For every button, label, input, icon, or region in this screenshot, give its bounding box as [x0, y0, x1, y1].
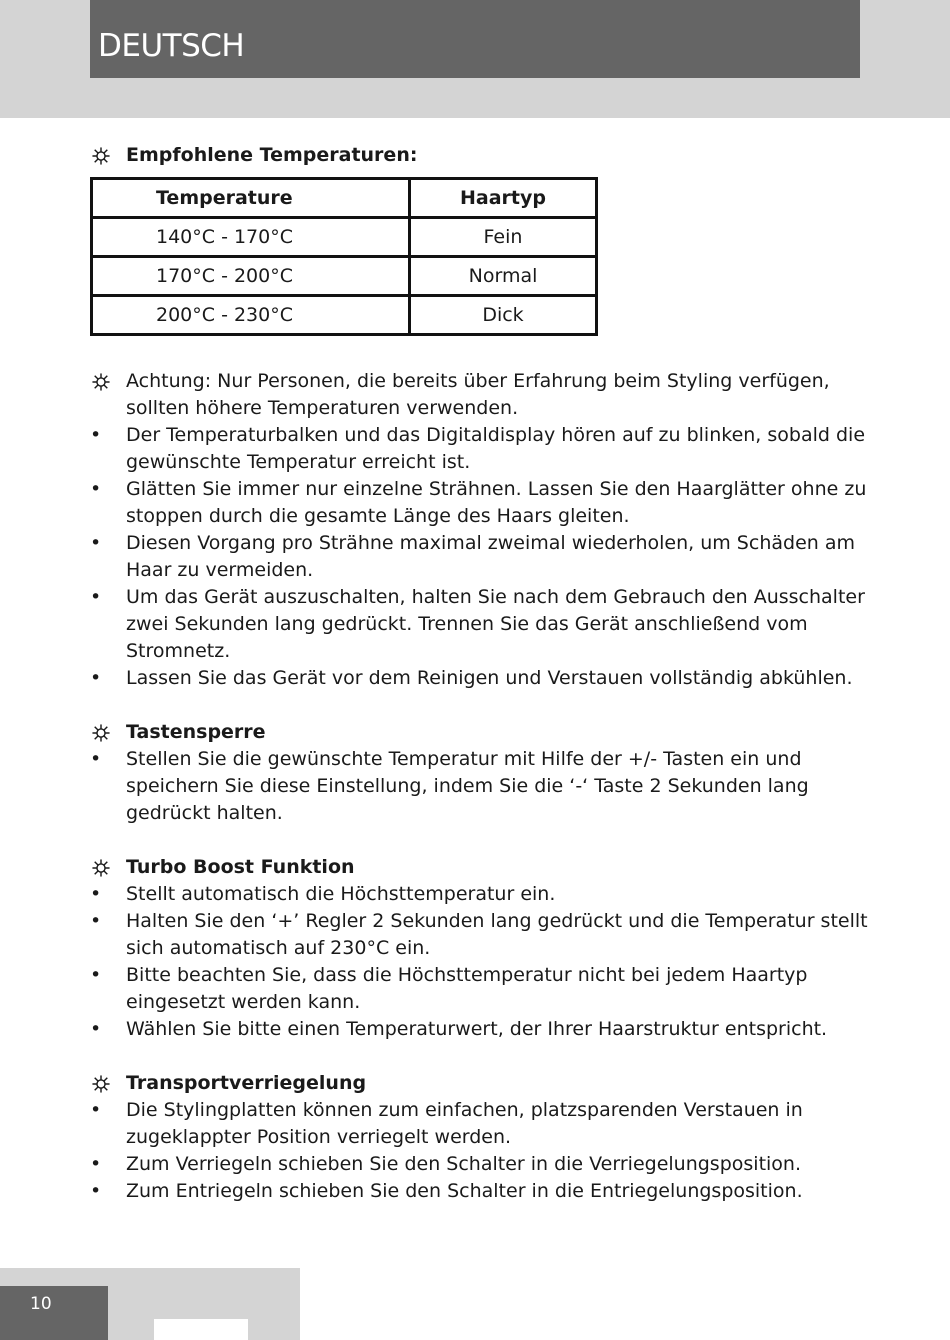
list-item-text: Zum Entriegeln schieben Sie den Schalter in die Entriegelungsposition.: [126, 1180, 803, 1202]
list-item: [90, 908, 870, 962]
sun-star-icon: [92, 147, 110, 165]
list-item: [90, 476, 870, 530]
table-header-row: [92, 179, 597, 218]
bullet: •: [90, 532, 102, 554]
bullet: •: [90, 478, 102, 500]
sun-star-icon: [92, 859, 110, 877]
list-item-text: Glätten Sie immer nur einzelne Strähnen. Lassen Sie den Haarglätter ohne zu stoppen durch die gesamte Länge des Haars gleiten.: [126, 478, 867, 527]
list-item: [90, 746, 870, 827]
bullet: •: [90, 1153, 102, 1175]
list-item: [90, 584, 870, 665]
list-item: [90, 1016, 870, 1043]
list-item: [90, 1178, 870, 1205]
section-heading-transport-lock: [90, 1070, 870, 1097]
column-header-hair-type: Haartyp: [410, 179, 597, 218]
list-item-text: Lassen Sie das Gerät vor dem Reinigen und Verstauen vollständig abkühlen.: [126, 667, 853, 689]
list-item: [90, 1151, 870, 1178]
page-number: 10: [30, 1294, 52, 1314]
list-item-text: Halten Sie den ‘+’ Regler 2 Sekunden lang gedrückt und die Temperatur stellt sich automatisch auf 230°C ein.: [126, 910, 868, 959]
sun-star-icon: [92, 724, 110, 742]
sun-star-icon: [92, 373, 110, 391]
list-item-text: Um das Gerät auszuschalten, halten Sie nach dem Gebrauch den Ausschalter zwei Sekunden lang gedrückt. Trennen Sie das Gerät anschließend vom Stromnetz.: [126, 586, 865, 662]
bullet: •: [90, 748, 102, 770]
list-item-text: Zum Verriegeln schieben Sie den Schalter in die Verriegelungsposition.: [126, 1153, 802, 1175]
heading-text: Turbo Boost Funktion: [126, 856, 355, 878]
table-cell-temperature: 140°C - 170°C: [92, 218, 410, 257]
bullet: •: [90, 964, 102, 986]
bullet: •: [90, 1018, 102, 1040]
list-item-text: Stellt automatisch die Höchsttemperatur ein.: [126, 883, 556, 905]
bullet: •: [90, 883, 102, 905]
table-cell-hair-type: Dick: [410, 296, 597, 335]
bullet: •: [90, 586, 102, 608]
page-number-box: [0, 1286, 108, 1340]
list-item-text: Diesen Vorgang pro Strähne maximal zweimal wiederholen, um Schäden am Haar zu vermeiden.: [126, 532, 855, 581]
list-item: [90, 1097, 870, 1151]
table-cell-temperature: 200°C - 230°C: [92, 296, 410, 335]
table-cell-temperature: 170°C - 200°C: [92, 257, 410, 296]
sun-star-icon: [92, 1075, 110, 1093]
list-item-text: Stellen Sie die gewünschte Temperatur mit Hilfe der +/- Tasten ein und speichern Sie diese Einstellung, indem Sie die ‘-‘ Taste 2 Sekunden lang gedrückt halten.: [126, 748, 809, 824]
list-item: [90, 422, 870, 476]
bullet: •: [90, 910, 102, 932]
column-header-temperature: Temperature: [92, 179, 410, 218]
header-banner: [90, 0, 860, 78]
table-cell-hair-type: Fein: [410, 218, 597, 257]
table-row: [92, 296, 597, 335]
heading-text: Empfohlene Temperaturen:: [126, 144, 418, 166]
section-heading-key-lock: [90, 719, 870, 746]
list-item: [90, 881, 870, 908]
list-item: [90, 962, 870, 1016]
heading-text: Transportverriegelung: [126, 1072, 367, 1094]
footer-decoration: [154, 1319, 248, 1340]
list-item-text: Die Stylingplatten können zum einfachen, platzsparenden Verstauen in zugeklappter Position verriegelt werden.: [126, 1099, 803, 1148]
list-item-text: Der Temperaturbalken und das Digitaldisplay hören auf zu blinken, sobald die gewünschte Temperatur erreicht ist.: [126, 424, 866, 473]
bullet: •: [90, 1099, 102, 1121]
main-content: [90, 142, 870, 1205]
table-cell-hair-type: Normal: [410, 257, 597, 296]
section-heading-temperatures: [90, 142, 870, 169]
bullet: •: [90, 424, 102, 446]
note-text: Achtung: Nur Personen, die bereits über Erfahrung beim Styling verfügen, sollten höhere Temperaturen verwenden.: [126, 370, 830, 419]
list-item: [90, 665, 870, 692]
section-heading-turbo-boost: [90, 854, 870, 881]
warning-note: [90, 368, 870, 422]
bullet: •: [90, 667, 102, 689]
list-item: [90, 530, 870, 584]
heading-text: Tastensperre: [126, 721, 266, 743]
page-title: DEUTSCH: [98, 28, 245, 64]
table-row: [92, 218, 597, 257]
list-item-text: Bitte beachten Sie, dass die Höchsttemperatur nicht bei jedem Haartyp eingesetzt werden kann.: [126, 964, 808, 1013]
bullet: •: [90, 1180, 102, 1202]
table-row: [92, 257, 597, 296]
temperature-table: [90, 177, 598, 336]
list-item-text: Wählen Sie bitte einen Temperaturwert, der Ihrer Haarstruktur entspricht.: [126, 1018, 828, 1040]
